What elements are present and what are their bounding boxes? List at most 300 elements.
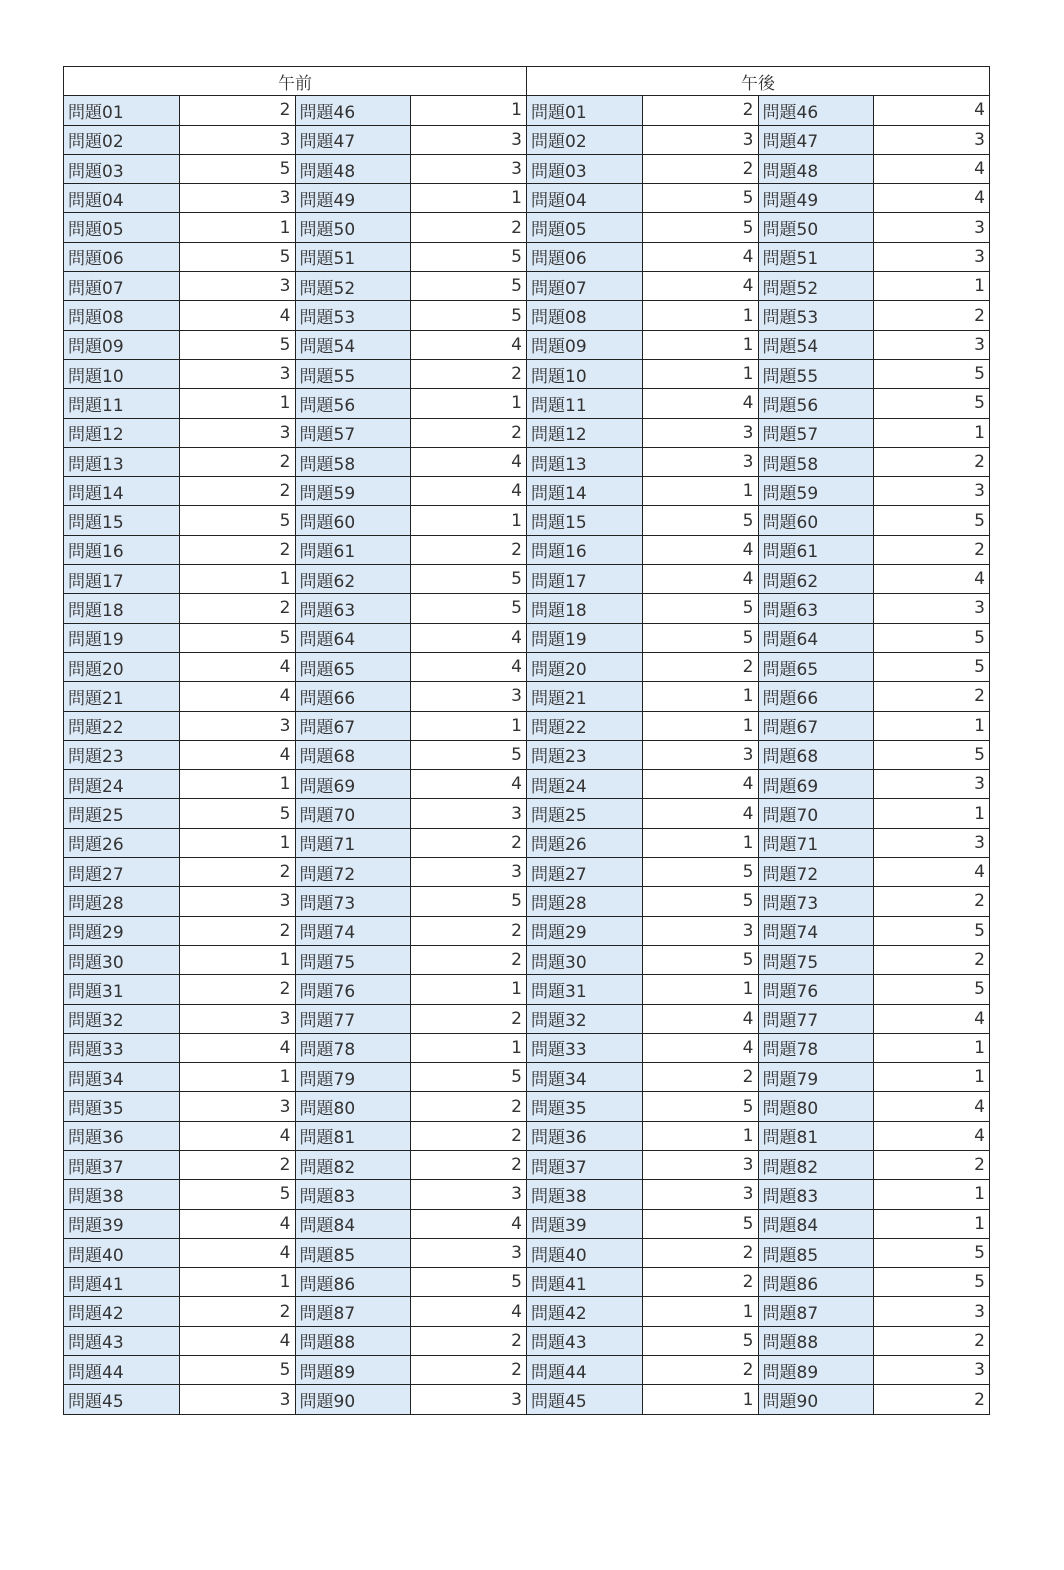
question-label: 問題86 xyxy=(758,1268,874,1297)
question-label: 問題36 xyxy=(527,1121,643,1150)
session-title-pm: 午後 xyxy=(527,67,990,96)
question-label: 問題19 xyxy=(527,623,643,652)
answer-value: 4 xyxy=(179,1238,295,1267)
answer-value: 2 xyxy=(411,1326,527,1355)
question-label: 問題11 xyxy=(64,389,180,418)
question-label: 問題59 xyxy=(295,477,411,506)
answer-value: 5 xyxy=(411,740,527,769)
question-label: 問題71 xyxy=(295,828,411,857)
question-label: 問題46 xyxy=(295,96,411,125)
question-label: 問題61 xyxy=(758,535,874,564)
answer-value: 3 xyxy=(874,828,990,857)
question-label: 問題85 xyxy=(758,1238,874,1267)
answer-value: 4 xyxy=(179,652,295,681)
answer-value: 2 xyxy=(642,1356,758,1385)
question-label: 問題26 xyxy=(64,828,180,857)
question-label: 問題69 xyxy=(758,770,874,799)
question-label: 問題55 xyxy=(758,359,874,388)
question-label: 問題56 xyxy=(758,389,874,418)
answer-value: 1 xyxy=(411,1033,527,1062)
answer-value: 1 xyxy=(411,184,527,213)
answer-value: 1 xyxy=(411,711,527,740)
table-row xyxy=(64,799,990,828)
answer-value: 4 xyxy=(874,565,990,594)
answer-value: 2 xyxy=(642,652,758,681)
question-label: 問題06 xyxy=(527,242,643,271)
answer-value: 3 xyxy=(642,740,758,769)
answer-value: 5 xyxy=(874,1238,990,1267)
question-label: 問題67 xyxy=(295,711,411,740)
question-label: 問題17 xyxy=(64,565,180,594)
answer-value: 4 xyxy=(874,96,990,125)
answer-value: 3 xyxy=(179,184,295,213)
question-label: 問題02 xyxy=(64,125,180,154)
table-row xyxy=(64,330,990,359)
answer-value: 4 xyxy=(411,447,527,476)
answer-value: 4 xyxy=(411,1297,527,1326)
answer-value: 2 xyxy=(874,1326,990,1355)
answer-value: 2 xyxy=(411,916,527,945)
question-label: 問題12 xyxy=(527,418,643,447)
question-label: 問題39 xyxy=(64,1209,180,1238)
question-label: 問題09 xyxy=(64,330,180,359)
question-label: 問題08 xyxy=(527,301,643,330)
answer-value: 3 xyxy=(874,213,990,242)
answer-value: 4 xyxy=(179,1209,295,1238)
question-label: 問題75 xyxy=(758,945,874,974)
table-row xyxy=(64,184,990,213)
question-label: 問題20 xyxy=(64,652,180,681)
question-label: 問題28 xyxy=(64,887,180,916)
question-label: 問題40 xyxy=(64,1238,180,1267)
answer-value: 2 xyxy=(642,1268,758,1297)
answer-value: 5 xyxy=(179,330,295,359)
question-label: 問題02 xyxy=(527,125,643,154)
answer-value: 2 xyxy=(179,594,295,623)
answer-value: 3 xyxy=(874,125,990,154)
question-label: 問題58 xyxy=(758,447,874,476)
question-label: 問題03 xyxy=(527,154,643,183)
answer-value: 4 xyxy=(411,477,527,506)
question-label: 問題86 xyxy=(295,1268,411,1297)
table-row xyxy=(64,96,990,125)
answer-value: 1 xyxy=(411,506,527,535)
answer-value: 2 xyxy=(411,1150,527,1179)
question-label: 問題10 xyxy=(64,359,180,388)
answer-value: 4 xyxy=(179,682,295,711)
answer-value: 3 xyxy=(874,330,990,359)
answer-value: 4 xyxy=(642,242,758,271)
question-label: 問題29 xyxy=(64,916,180,945)
table-row xyxy=(64,242,990,271)
answer-value: 4 xyxy=(411,770,527,799)
table-row xyxy=(64,740,990,769)
table-row xyxy=(64,1356,990,1385)
answer-value: 3 xyxy=(874,242,990,271)
question-label: 問題21 xyxy=(64,682,180,711)
answer-value: 2 xyxy=(411,1092,527,1121)
question-label: 問題64 xyxy=(758,623,874,652)
table-row xyxy=(64,652,990,681)
question-label: 問題34 xyxy=(527,1063,643,1092)
table-row xyxy=(64,1121,990,1150)
answer-value: 1 xyxy=(179,565,295,594)
answer-value: 3 xyxy=(874,477,990,506)
question-label: 問題70 xyxy=(295,799,411,828)
question-label: 問題48 xyxy=(758,154,874,183)
table-row xyxy=(64,506,990,535)
question-label: 問題63 xyxy=(758,594,874,623)
answer-value: 2 xyxy=(411,418,527,447)
question-label: 問題81 xyxy=(295,1121,411,1150)
table-row xyxy=(64,125,990,154)
question-label: 問題84 xyxy=(295,1209,411,1238)
question-label: 問題75 xyxy=(295,945,411,974)
answer-value: 5 xyxy=(179,623,295,652)
answer-value: 1 xyxy=(642,1385,758,1414)
table-row xyxy=(64,711,990,740)
question-label: 問題17 xyxy=(527,565,643,594)
answer-value: 4 xyxy=(642,272,758,301)
question-label: 問題36 xyxy=(64,1121,180,1150)
answer-value: 5 xyxy=(642,945,758,974)
question-label: 問題05 xyxy=(527,213,643,242)
answer-value: 5 xyxy=(179,506,295,535)
table-row xyxy=(64,1209,990,1238)
answer-value: 2 xyxy=(642,1238,758,1267)
question-label: 問題11 xyxy=(527,389,643,418)
question-label: 問題07 xyxy=(64,272,180,301)
question-label: 問題18 xyxy=(527,594,643,623)
question-label: 問題07 xyxy=(527,272,643,301)
answer-value: 1 xyxy=(179,389,295,418)
table-row xyxy=(64,154,990,183)
answer-value: 1 xyxy=(179,828,295,857)
question-label: 問題01 xyxy=(64,96,180,125)
table-row xyxy=(64,1092,990,1121)
table-row xyxy=(64,858,990,887)
question-label: 問題30 xyxy=(527,945,643,974)
question-label: 問題12 xyxy=(64,418,180,447)
answer-value: 4 xyxy=(874,1004,990,1033)
answer-value: 2 xyxy=(179,447,295,476)
answer-value: 3 xyxy=(642,916,758,945)
answer-value: 2 xyxy=(179,975,295,1004)
session-title-am: 午前 xyxy=(64,67,527,96)
answer-value: 4 xyxy=(411,1209,527,1238)
question-label: 問題26 xyxy=(527,828,643,857)
question-label: 問題71 xyxy=(758,828,874,857)
answer-value: 3 xyxy=(411,1180,527,1209)
question-label: 問題85 xyxy=(295,1238,411,1267)
question-label: 問題08 xyxy=(64,301,180,330)
question-label: 問題05 xyxy=(64,213,180,242)
answer-value: 5 xyxy=(179,242,295,271)
question-label: 問題46 xyxy=(758,96,874,125)
question-label: 問題29 xyxy=(527,916,643,945)
answer-value: 3 xyxy=(179,887,295,916)
answer-value: 1 xyxy=(179,770,295,799)
question-label: 問題56 xyxy=(295,389,411,418)
answer-value: 5 xyxy=(411,1063,527,1092)
question-label: 問題64 xyxy=(295,623,411,652)
question-label: 問題35 xyxy=(527,1092,643,1121)
table-row xyxy=(64,272,990,301)
question-label: 問題81 xyxy=(758,1121,874,1150)
question-label: 問題20 xyxy=(527,652,643,681)
answer-value: 5 xyxy=(874,975,990,1004)
question-label: 問題22 xyxy=(64,711,180,740)
question-label: 問題51 xyxy=(758,242,874,271)
answer-value: 4 xyxy=(179,1326,295,1355)
answer-value: 5 xyxy=(179,1180,295,1209)
answer-value: 2 xyxy=(179,858,295,887)
answer-value: 4 xyxy=(179,1121,295,1150)
table-row xyxy=(64,770,990,799)
table-row xyxy=(64,1385,990,1414)
answer-value: 5 xyxy=(411,594,527,623)
question-label: 問題73 xyxy=(758,887,874,916)
question-label: 問題10 xyxy=(527,359,643,388)
answer-value: 2 xyxy=(411,535,527,564)
table-row xyxy=(64,301,990,330)
answer-value: 5 xyxy=(874,1268,990,1297)
answer-value: 1 xyxy=(179,1063,295,1092)
question-label: 問題13 xyxy=(527,447,643,476)
question-label: 問題67 xyxy=(758,711,874,740)
question-label: 問題01 xyxy=(527,96,643,125)
answer-value: 4 xyxy=(179,740,295,769)
question-label: 問題57 xyxy=(295,418,411,447)
table-row xyxy=(64,213,990,242)
answer-value: 1 xyxy=(642,711,758,740)
table-row xyxy=(64,418,990,447)
answer-value: 1 xyxy=(411,389,527,418)
question-label: 問題80 xyxy=(295,1092,411,1121)
question-label: 問題59 xyxy=(758,477,874,506)
answer-value: 2 xyxy=(179,96,295,125)
question-label: 問題87 xyxy=(295,1297,411,1326)
question-label: 問題52 xyxy=(758,272,874,301)
question-label: 問題23 xyxy=(527,740,643,769)
question-label: 問題82 xyxy=(758,1150,874,1179)
table-row xyxy=(64,535,990,564)
question-label: 問題16 xyxy=(64,535,180,564)
answer-value: 4 xyxy=(874,1121,990,1150)
answer-value: 5 xyxy=(642,623,758,652)
question-label: 問題43 xyxy=(64,1326,180,1355)
answer-value: 2 xyxy=(642,96,758,125)
question-label: 問題03 xyxy=(64,154,180,183)
table-row xyxy=(64,916,990,945)
answer-value: 1 xyxy=(874,418,990,447)
answer-value: 5 xyxy=(411,301,527,330)
question-label: 問題14 xyxy=(64,477,180,506)
answer-value: 3 xyxy=(179,1385,295,1414)
question-label: 問題63 xyxy=(295,594,411,623)
answer-value: 2 xyxy=(874,535,990,564)
question-label: 問題25 xyxy=(64,799,180,828)
answer-value: 3 xyxy=(411,682,527,711)
table-row xyxy=(64,594,990,623)
question-label: 問題41 xyxy=(527,1268,643,1297)
question-label: 問題68 xyxy=(758,740,874,769)
answer-value: 3 xyxy=(411,858,527,887)
answer-value: 1 xyxy=(642,975,758,1004)
answer-value: 2 xyxy=(642,154,758,183)
answer-value: 3 xyxy=(411,154,527,183)
question-label: 問題52 xyxy=(295,272,411,301)
answer-value: 4 xyxy=(642,770,758,799)
answer-value: 3 xyxy=(642,418,758,447)
question-label: 問題72 xyxy=(758,858,874,887)
answer-value: 5 xyxy=(642,1209,758,1238)
question-label: 問題34 xyxy=(64,1063,180,1092)
question-label: 問題82 xyxy=(295,1150,411,1179)
answer-value: 1 xyxy=(874,1180,990,1209)
answer-value: 2 xyxy=(179,1297,295,1326)
table-row xyxy=(64,1033,990,1062)
question-label: 問題21 xyxy=(527,682,643,711)
question-label: 問題47 xyxy=(758,125,874,154)
answer-value: 2 xyxy=(179,535,295,564)
question-label: 問題28 xyxy=(527,887,643,916)
answer-value: 1 xyxy=(179,945,295,974)
answer-table xyxy=(63,66,990,1415)
question-label: 問題89 xyxy=(758,1356,874,1385)
question-label: 問題32 xyxy=(527,1004,643,1033)
question-label: 問題22 xyxy=(527,711,643,740)
answer-value: 5 xyxy=(642,213,758,242)
question-label: 問題04 xyxy=(64,184,180,213)
question-label: 問題50 xyxy=(295,213,411,242)
answer-value: 1 xyxy=(874,1063,990,1092)
question-label: 問題39 xyxy=(527,1209,643,1238)
question-label: 問題54 xyxy=(758,330,874,359)
answer-value: 2 xyxy=(874,682,990,711)
answer-value: 5 xyxy=(179,154,295,183)
question-label: 問題30 xyxy=(64,945,180,974)
answer-value: 4 xyxy=(874,154,990,183)
answer-value: 1 xyxy=(874,711,990,740)
answer-value: 1 xyxy=(642,1297,758,1326)
answer-value: 3 xyxy=(179,1004,295,1033)
question-label: 問題45 xyxy=(64,1385,180,1414)
answer-value: 2 xyxy=(411,359,527,388)
answer-value: 1 xyxy=(874,799,990,828)
answer-value: 3 xyxy=(411,125,527,154)
answer-value: 1 xyxy=(642,301,758,330)
question-label: 問題42 xyxy=(64,1297,180,1326)
question-label: 問題45 xyxy=(527,1385,643,1414)
answer-value: 1 xyxy=(411,96,527,125)
question-label: 問題65 xyxy=(295,652,411,681)
answer-value: 3 xyxy=(642,125,758,154)
answer-value: 1 xyxy=(179,1268,295,1297)
question-label: 問題41 xyxy=(64,1268,180,1297)
answer-value: 5 xyxy=(642,858,758,887)
question-label: 問題83 xyxy=(758,1180,874,1209)
question-label: 問題78 xyxy=(758,1033,874,1062)
question-label: 問題13 xyxy=(64,447,180,476)
question-label: 問題88 xyxy=(758,1326,874,1355)
table-row xyxy=(64,828,990,857)
question-label: 問題23 xyxy=(64,740,180,769)
answer-value: 5 xyxy=(874,623,990,652)
question-label: 問題37 xyxy=(527,1150,643,1179)
answer-value: 2 xyxy=(874,1150,990,1179)
question-label: 問題69 xyxy=(295,770,411,799)
question-label: 問題54 xyxy=(295,330,411,359)
question-label: 問題32 xyxy=(64,1004,180,1033)
question-label: 問題60 xyxy=(295,506,411,535)
answer-value: 3 xyxy=(642,1180,758,1209)
question-label: 問題51 xyxy=(295,242,411,271)
question-label: 問題77 xyxy=(295,1004,411,1033)
answer-value: 2 xyxy=(411,1004,527,1033)
answer-value: 1 xyxy=(642,1121,758,1150)
answer-value: 1 xyxy=(874,1209,990,1238)
question-label: 問題38 xyxy=(527,1180,643,1209)
question-label: 問題70 xyxy=(758,799,874,828)
question-label: 問題38 xyxy=(64,1180,180,1209)
answer-value: 3 xyxy=(179,359,295,388)
question-label: 問題27 xyxy=(64,858,180,887)
answer-value: 5 xyxy=(411,887,527,916)
question-label: 問題47 xyxy=(295,125,411,154)
answer-value: 4 xyxy=(642,799,758,828)
answer-value: 4 xyxy=(179,301,295,330)
table-row xyxy=(64,1238,990,1267)
table-row xyxy=(64,623,990,652)
answer-value: 3 xyxy=(874,594,990,623)
question-label: 問題15 xyxy=(527,506,643,535)
answer-value: 1 xyxy=(874,272,990,301)
answer-value: 5 xyxy=(642,887,758,916)
question-label: 問題74 xyxy=(295,916,411,945)
question-label: 問題74 xyxy=(758,916,874,945)
answer-value: 1 xyxy=(411,975,527,1004)
question-label: 問題77 xyxy=(758,1004,874,1033)
question-label: 問題76 xyxy=(295,975,411,1004)
answer-value: 4 xyxy=(642,1004,758,1033)
table-row xyxy=(64,945,990,974)
answer-value: 5 xyxy=(411,272,527,301)
question-label: 問題44 xyxy=(527,1356,643,1385)
question-label: 問題89 xyxy=(295,1356,411,1385)
answer-value: 4 xyxy=(411,652,527,681)
question-label: 問題24 xyxy=(64,770,180,799)
table-row xyxy=(64,1004,990,1033)
question-label: 問題27 xyxy=(527,858,643,887)
answer-value: 4 xyxy=(874,1092,990,1121)
question-label: 問題49 xyxy=(758,184,874,213)
question-label: 問題06 xyxy=(64,242,180,271)
answer-value: 3 xyxy=(179,125,295,154)
question-label: 問題19 xyxy=(64,623,180,652)
question-label: 問題42 xyxy=(527,1297,643,1326)
question-label: 問題40 xyxy=(527,1238,643,1267)
answer-value: 3 xyxy=(642,447,758,476)
answer-value: 5 xyxy=(642,184,758,213)
question-label: 問題66 xyxy=(295,682,411,711)
question-label: 問題35 xyxy=(64,1092,180,1121)
answer-value: 5 xyxy=(179,799,295,828)
table-row xyxy=(64,1063,990,1092)
answer-value: 5 xyxy=(642,1326,758,1355)
table-row xyxy=(64,1326,990,1355)
question-label: 問題16 xyxy=(527,535,643,564)
